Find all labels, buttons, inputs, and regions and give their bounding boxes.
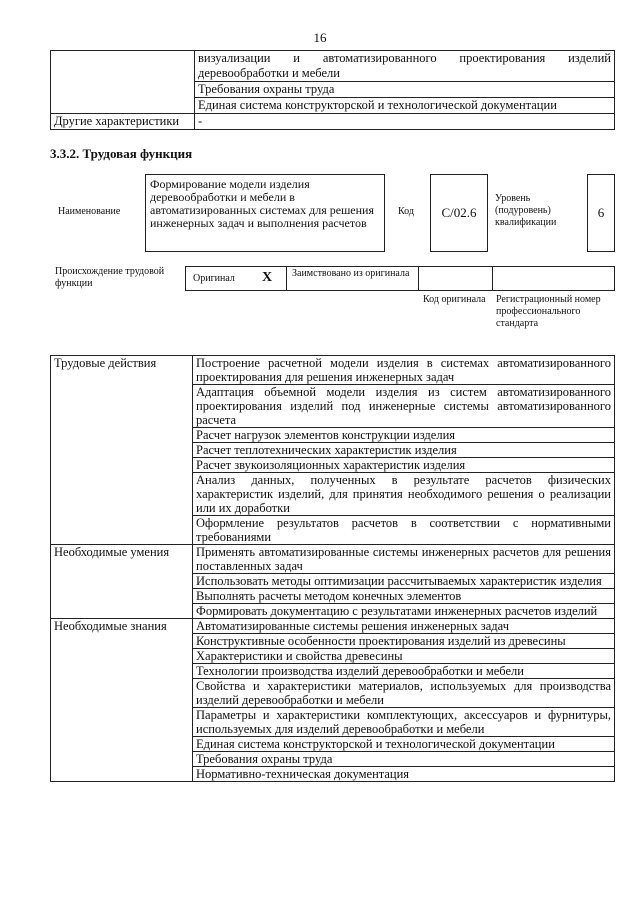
main-table: [50, 355, 615, 782]
reg-number-label: Регистрационный номер профессионального стандарта: [496, 294, 601, 329]
top-table-cell: Единая система конструкторской и технологической документации: [195, 98, 615, 114]
code-value: C/02.6: [430, 174, 488, 252]
name-label: Наименование: [58, 206, 121, 217]
origin-label: Происхождение трудовой функции: [55, 266, 165, 289]
table-row: Оформление результатов расчетов в соответствии с нормативными требованиями: [193, 516, 615, 545]
table-row: Свойства и характеристики материалов, используемых для производства изделий деревообработки и мебели: [193, 679, 615, 708]
top-table-cell: визуализации и автоматизированного проектирования изделий деревообработки и мебели: [195, 51, 615, 82]
top-table: [50, 50, 615, 130]
group-label: Необходимые знания: [51, 619, 193, 782]
table-row: Конструктивные особенности проектирования изделий из древесины: [193, 634, 615, 649]
code-original-label: Код оригинала: [423, 294, 486, 305]
table-row: Адаптация объемной модели изделия из систем автоматизированного проектирования изделий под инженерные системы автоматизированного расчета: [193, 385, 615, 428]
function-name: Формирование модели изделия деревообработки и мебели в автоматизированных системах для решения инженерных задач и выполнения расчетов: [145, 174, 385, 252]
table-row: Применять автоматизированные системы инженерных расчетов для решения поставленных задач: [193, 545, 615, 574]
table-row: Автоматизированные системы решения инженерных задач: [193, 619, 615, 634]
table-row: Построение расчетной модели изделия в системах автоматизированного проектирования для решения инженерных задач: [193, 356, 615, 385]
code-label: Код: [398, 206, 414, 217]
table-row: Характеристики и свойства древесины: [193, 649, 615, 664]
top-table-cell: -: [195, 114, 615, 130]
level-value: 6: [587, 174, 615, 252]
table-row: Нормативно-техническая документация: [193, 767, 615, 782]
group-label: Необходимые умения: [51, 545, 193, 619]
original-mark: X: [262, 270, 273, 285]
top-table-cell: Требования охраны труда: [195, 82, 615, 98]
original-label: Оригинал: [193, 273, 235, 284]
table-row: Параметры и характеристики комплектующих, аксессуаров и фурнитуры, используемых для изделий деревообработки и мебели: [193, 708, 615, 737]
table-row: Формировать документацию с результатами инженерных расчетов изделий: [193, 604, 615, 619]
page-number: 16: [313, 30, 327, 45]
table-row: Расчет нагрузок элементов конструкции изделия: [193, 428, 615, 443]
table-row: Единая система конструкторской и технологической документации: [193, 737, 615, 752]
table-row: Выполнять расчеты методом конечных элементов: [193, 589, 615, 604]
table-row: Использовать методы оптимизации рассчитываемых характеристик изделия: [193, 574, 615, 589]
table-row: Технологии производства изделий деревообработки и мебели: [193, 664, 615, 679]
table-row: Расчет звукоизоляционных характеристик изделия: [193, 458, 615, 473]
level-label: Уровень (подуровень) квалификации: [495, 193, 557, 228]
section-title: 3.3.2. Трудовая функция: [50, 146, 193, 161]
origin-box: [185, 266, 615, 291]
top-table-label: Другие характеристики: [51, 114, 195, 130]
table-row: Анализ данных, полученных в результате расчетов физических характеристик изделий, для принятия необходимого решения о реализации или их доработки: [193, 473, 615, 516]
group-label: Трудовые действия: [51, 356, 193, 545]
table-row: Расчет теплотехнических характеристик изделия: [193, 443, 615, 458]
top-table-empty-cell: [51, 51, 195, 114]
borrowed-label: Заимствовано из оригинала: [292, 268, 410, 279]
table-row: Требования охраны труда: [193, 752, 615, 767]
